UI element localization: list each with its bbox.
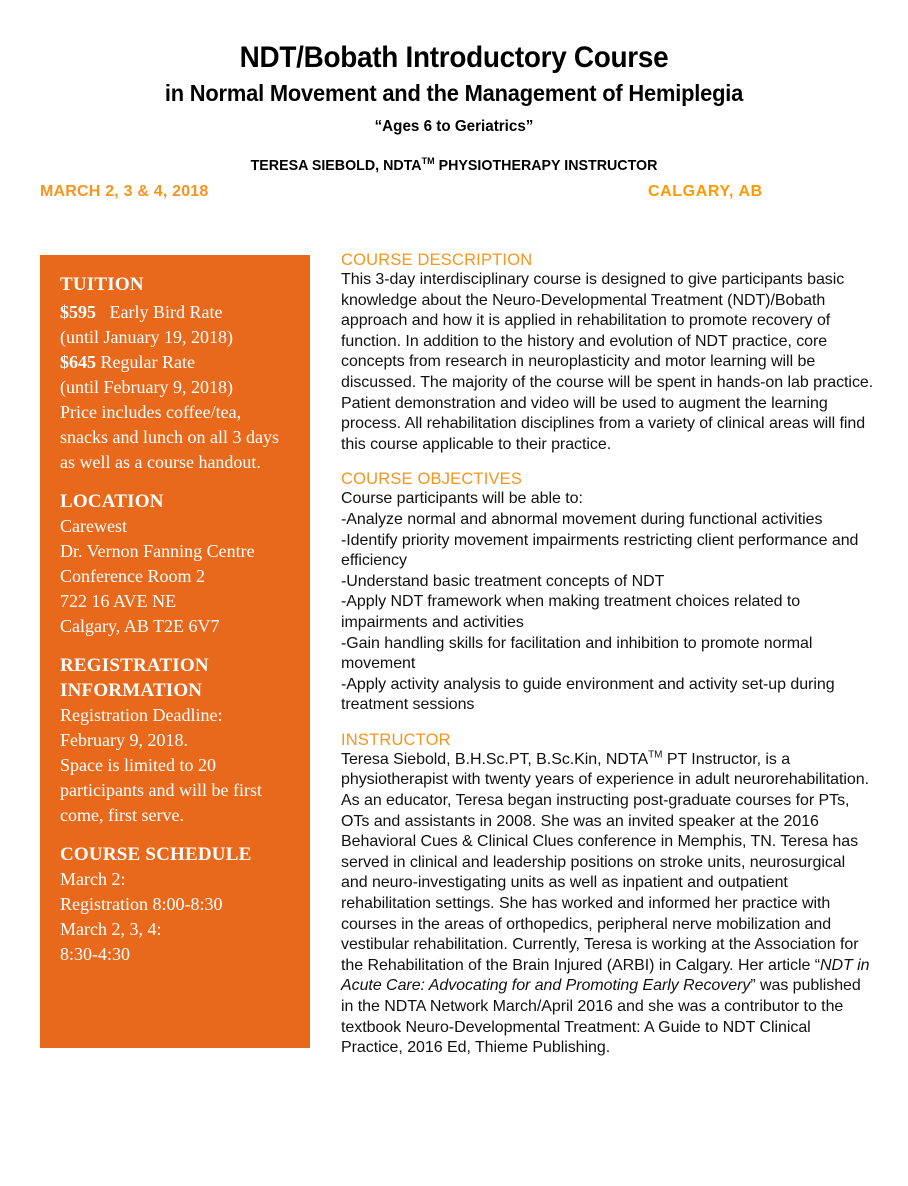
tuition-includes-line-1: Price includes coffee/tea,	[60, 402, 242, 422]
tuition-regular-price: $645	[60, 352, 96, 372]
registration-heading-line-2: INFORMATION	[60, 680, 203, 701]
course-objective-item: -Apply activity analysis to guide environment and activity set-up during treatment sessions	[341, 675, 835, 714]
document-header	[0, 0, 908, 175]
instructor-heading: INSTRUCTOR	[341, 729, 451, 749]
header-meta-row	[0, 183, 908, 205]
course-description-heading: COURSE DESCRIPTION	[341, 250, 533, 269]
trademark-superscript: TM	[648, 749, 663, 761]
page-title: NDT/Bobath Introductory Course	[239, 41, 669, 74]
registration-line: participants and will be first	[60, 780, 262, 800]
instructor-bio-part-3: ” was published in the NDTA Network March/April 2016 and she was a contributor to the textbook Neuro-Developmental Treatment: A Guide to NDT Clinical Practice, 2016 Ed, Thieme Publishing.	[341, 977, 861, 1057]
header-instructor-name: TERESA SIEBOLD, NDTA	[250, 157, 422, 174]
instructor-article-title: NDT in Acute Care: Advocating for and Promoting Early Recovery	[341, 956, 870, 995]
course-objectives-section	[341, 468, 874, 716]
course-description-body: This 3-day interdisciplinary course is designed to give participants basic knowledge about the Neuro-Developmental Treatment (NDT)/Bobath approach and how it is applied in rehabilitation to promote recovery of function. In addition to the history and evolution of NDT practice, core concepts from research in neuroplasticity and motor learning will be discussed. The majority of the course will be spent in hands-on lab practice. Patient demonstration and video will be used to augment the learning process. All rehabilitation disciplines from a variety of clinical areas will find this course applicable to their practice.	[341, 271, 874, 453]
header-instructor-role: PHYSIOTHERAPY INSTRUCTOR	[434, 157, 658, 174]
location-line: Dr. Vernon Fanning Centre	[60, 541, 255, 561]
location-line: Conference Room 2	[60, 566, 205, 586]
schedule-line: Registration 8:00-8:30	[60, 894, 223, 914]
course-objective-item: -Identify priority movement impairments restricting client performance and efficiency	[341, 531, 859, 570]
registration-line: come, first serve.	[60, 805, 184, 825]
main-content	[341, 249, 874, 1072]
location-line: Calgary, AB T2E 6V7	[60, 616, 220, 636]
tuition-includes-line-2: snacks and lunch on all 3 days	[60, 427, 279, 447]
schedule-heading: COURSE SCHEDULE	[60, 844, 252, 865]
location-heading: LOCATION	[60, 491, 164, 512]
course-objectives-intro: Course participants will be able to:	[341, 490, 583, 508]
course-objective-item: -Analyze normal and abnormal movement during functional activities	[341, 510, 823, 528]
registration-heading-line-1: REGISTRATION	[60, 655, 209, 676]
course-objective-item: -Apply NDT framework when making treatment choices related to impairments and activities	[341, 593, 801, 631]
trademark-superscript: TM	[421, 156, 435, 167]
course-objective-item: -Understand basic treatment concepts of NDT	[341, 572, 665, 590]
tuition-heading: TUITION	[60, 274, 144, 295]
tuition-early-bird-row	[60, 300, 294, 325]
header-instructor-line	[23, 156, 886, 175]
tuition-early-bird-label: Early Bird Rate	[109, 302, 223, 322]
instructor-bio	[341, 750, 874, 1059]
course-description-section	[341, 249, 874, 455]
page-tagline: “Ages 6 to Geriatrics”	[374, 118, 534, 135]
tuition-regular-label: Regular Rate	[100, 352, 195, 372]
schedule-line: 8:30-4:30	[60, 944, 130, 964]
instructor-bio-part-1: Teresa Siebold, B.H.Sc.PT, B.Sc.Kin, NDTA	[341, 750, 649, 768]
tuition-regular-deadline: (until February 9, 2018)	[60, 377, 233, 397]
tuition-early-bird-deadline: (until January 19, 2018)	[60, 327, 233, 347]
instructor-section	[341, 729, 874, 1059]
page-subtitle: in Normal Movement and the Management of Hemiplegia	[164, 80, 744, 106]
registration-line: February 9, 2018.	[60, 730, 188, 750]
location-line: 722 16 AVE NE	[60, 591, 177, 611]
location-line: Carewest	[60, 516, 127, 536]
info-sidebar	[40, 255, 310, 1048]
course-city: CALGARY, AB	[648, 183, 763, 200]
tuition-early-bird-price: $595	[60, 302, 96, 322]
schedule-line: March 2:	[60, 869, 126, 889]
registration-line: Registration Deadline:	[60, 705, 223, 725]
course-objectives-heading: COURSE OBJECTIVES	[341, 469, 523, 489]
tuition-includes-line-3: as well as a course handout.	[60, 452, 261, 472]
tuition-regular-row	[60, 350, 294, 375]
schedule-line: March 2, 3, 4:	[60, 919, 162, 939]
course-dates: MARCH 2, 3 & 4, 2018	[40, 183, 209, 200]
instructor-bio-part-2: PT Instructor, is a physiotherapist with twenty years of experience in adult neurorehabilitation. As an educator, Teresa began instructing post-graduate courses for PTs, OTs and assistants in 2008. She was an invited speaker at the 2016 Behavioral Cues & Clinical Clues conference in Memphis, TN. Teresa has served in clinical and leadership positions on stroke units, neurosurgical and neuro-investigating units as well as inpatient and outpatient rehabilitation settings. She has worked and informed her practice with courses in the areas of orthopedics, peripheral nerve mobilization and vestibular rehabilitation. Currently, Teresa is working at the Association for the Rehabilitation of the Brain Injured (ARBI) in Calgary. Her article “	[341, 750, 870, 974]
course-objective-item: -Gain handling skills for facilitation and inhibition to promote normal movement	[341, 634, 813, 673]
registration-line: Space is limited to 20	[60, 755, 216, 775]
